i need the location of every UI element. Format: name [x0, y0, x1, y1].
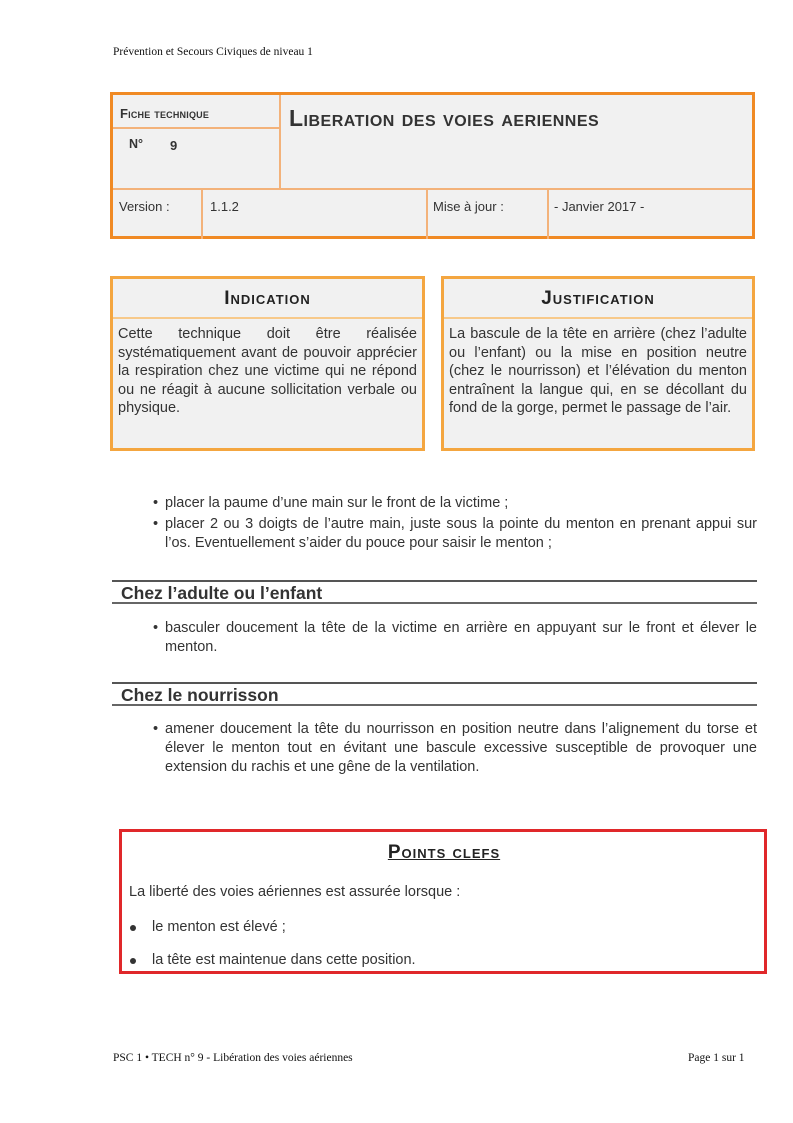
footer-reference: PSC 1 • TECH n° 9 - Libération des voies aériennes	[113, 1052, 353, 1064]
number-label: N°	[129, 137, 144, 151]
key-points-border	[764, 829, 767, 907]
running-header: Prévention et Secours Civiques de niveau 1	[113, 46, 313, 58]
fiche-label: Fiche technique	[120, 106, 210, 121]
update-label: Mise à jour :	[433, 199, 504, 214]
list-item: le menton est élevé ;	[152, 919, 286, 935]
list-item: • basculer doucement la tête de la victime en arrière en appuyant sur le front et élever le menton.	[153, 620, 757, 655]
update-value: - Janvier 2017 -	[554, 199, 645, 214]
indication-heading: Indication	[113, 279, 422, 319]
key-points-border	[764, 907, 767, 974]
key-points-heading: Points clefs	[387, 842, 501, 863]
key-points-box	[119, 829, 766, 974]
infant-steps-list	[153, 720, 757, 779]
key-points-intro: La liberté des voies aériennes est assurée lorsque :	[129, 884, 461, 900]
list-item: • amener doucement la tête du nourrisson en position neutre dans l’alignement du torse et élever le menton tout en évitant une bascule excessive susceptible de provoquer une extension du rachis et une gêne de la ventilation.	[153, 721, 757, 775]
bullet-icon: •	[153, 495, 159, 511]
bullet-icon	[130, 958, 136, 964]
list-item: la tête est maintenue dans cette position.	[152, 952, 416, 968]
indication-text: Cette technique doit être réalisée systématiquement avant de pouvoir apprécier la respiration chez une victime qui ne répond ou ne réagit à aucune sollicitation verbale ou physique.	[118, 326, 417, 416]
bullet-icon: •	[153, 721, 159, 737]
justification-text: La bascule de la tête en arrière (chez l’adulte ou l’enfant) ou la mise en position neutre (chez le nourrisson) et l’élévation du menton entraînent la langue qui, en se décollant du fond de la gorge, permet le passage de l’air.	[449, 326, 747, 416]
version-label: Version :	[119, 199, 170, 214]
fiche-header-table	[110, 92, 755, 239]
divider	[113, 127, 280, 129]
divider	[279, 95, 281, 188]
divider	[426, 188, 428, 239]
adult-steps-list	[153, 619, 757, 659]
page-number: Page 1 sur 1	[688, 1052, 745, 1064]
justification-box	[441, 276, 755, 451]
document-title: Liberation des voies aeriennes	[289, 105, 600, 131]
divider	[547, 188, 549, 239]
list-item: • placer 2 ou 3 doigts de l’autre main, juste sous la pointe du menton en prenant appui sur l’os. Eventuellement s’aider du pouce pour saisir le menton ;	[153, 516, 757, 551]
indication-box	[110, 276, 425, 451]
list-item: • placer la paume d’une main sur le front de la victime ;	[153, 495, 509, 511]
number-value: 9	[170, 138, 178, 153]
justification-heading: Justification	[444, 279, 752, 319]
bullet-icon: •	[153, 620, 159, 636]
version-value: 1.1.2	[210, 199, 239, 214]
divider	[201, 188, 203, 239]
bullet-icon	[130, 925, 136, 931]
divider	[113, 188, 752, 190]
bullet-icon: •	[153, 516, 159, 532]
general-steps-list	[153, 494, 757, 555]
infant-section-title: Chez le nourrisson	[112, 682, 757, 706]
adult-section-title: Chez l’adulte ou l’enfant	[112, 580, 757, 604]
